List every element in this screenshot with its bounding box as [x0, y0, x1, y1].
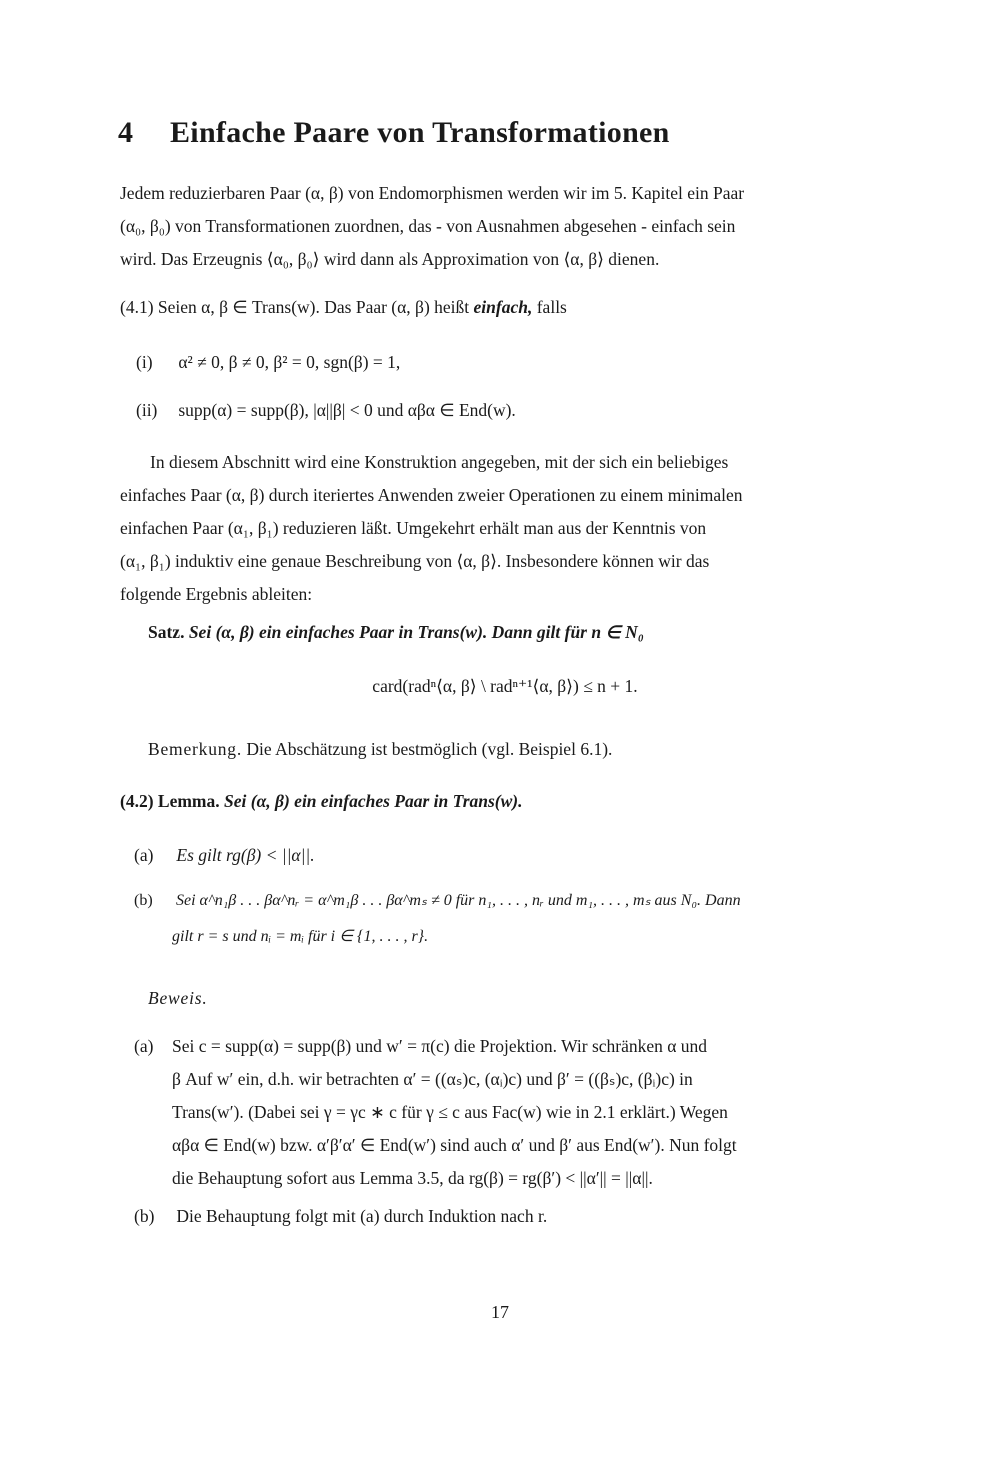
lemma-b-line2: gilt r = s und nᵢ = mᵢ für i ∈ {1, . . . , r}. [172, 928, 429, 945]
formula: card(radⁿ⟨α, β⟩ \ radⁿ⁺¹⟨α, β⟩) ≤ n + 1. [372, 676, 638, 696]
section-number: 4 [118, 116, 134, 149]
definition-label: (4.1) [120, 297, 154, 317]
beweis-a-line [134, 1030, 890, 1063]
condition-text: supp(α) = supp(β), |α||β| < 0 und αβα ∈ End(w). [178, 400, 516, 420]
lemma-b-line1: Sei α^n₁β . . . βα^nᵣ = α^m₁β . . . βα^mₛ ≠ 0 für n₁, . . . , nᵣ und m₁, . . . , mₛ aus N₀. Dann [176, 892, 741, 909]
beweis-a-text: Sei c = supp(α) = supp(β) und w′ = π(c) die Projektion. Wir schränken α und [172, 1036, 708, 1056]
definition-text-after: falls [536, 297, 567, 317]
construction-line: (α₁, β₁) induktiv eine genaue Beschreibung von ⟨α, β⟩. Insbesondere können wir das [120, 551, 710, 571]
beweis-a-line: Trans(w′). (Dabei sei γ = γc ∗ c für γ ≤ c aus Fac(w) wie in 2.1 erklärt.) Wegen [172, 1102, 728, 1122]
intro-line: Jedem reduzierbaren Paar (α, β) von Endomorphismen werden wir im 5. Kapitel ein Paar [120, 183, 745, 203]
beweis-b-label: (b) [134, 1206, 155, 1226]
condition-label: (i) [136, 352, 153, 372]
bemerkung-label: Bemerkung. [148, 739, 243, 759]
satz-text: Sei (α, β) ein einfaches Paar in Trans(w). Dann gilt für n ∈ N₀ [188, 622, 644, 642]
beweis-a-line: die Behauptung sofort aus Lemma 3.5, da rg(β) = rg(β′) < ||α′|| = ||α||. [172, 1168, 653, 1188]
definition-term: einfach, [473, 297, 533, 317]
construction-paragraph [120, 446, 890, 611]
satz-formula [120, 676, 890, 697]
lemma-b-label: (b) [134, 892, 153, 909]
bemerkung [148, 739, 918, 760]
intro-line: (α₀, β₀) von Transformationen zuordnen, das - von Ausnahmen abgesehen - einfach sein [120, 216, 736, 236]
section-title: Einfache Paare von Transformationen [170, 116, 670, 149]
intro-line: wird. Das Erzeugnis ⟨α₀, β₀⟩ wird dann als Approximation von ⟨α, β⟩ dienen. [120, 249, 660, 269]
lemma-a-text: Es gilt rg(β) < ||α||. [176, 845, 315, 865]
condition-label: (ii) [136, 400, 158, 420]
bemerkung-text: Die Abschätzung ist bestmöglich (vgl. Beispiel 6.1). [246, 739, 613, 759]
lemma-part-a [134, 845, 904, 866]
beweis-label-row [148, 988, 918, 1009]
lemma-part-b-cont [172, 926, 942, 946]
construction-line: einfaches Paar (α, β) durch iteriertes Anwenden zweier Operationen zu einem minimalen [120, 485, 743, 505]
beweis-a-label: (a) [134, 1036, 154, 1056]
lemma-text: Sei (α, β) ein einfaches Paar in Trans(w). [224, 791, 523, 811]
condition-i [136, 352, 906, 373]
construction-line: einfachen Paar (α₁, β₁) reduzieren läßt. Umgekehrt erhält man aus der Kenntnis von [120, 518, 707, 538]
beweis-part-b [134, 1206, 904, 1227]
satz-label: Satz. [148, 622, 185, 642]
construction-line: In diesem Abschnitt wird eine Konstruktion angegeben, mit der sich ein beliebiges [150, 452, 729, 472]
lemma-part-b [134, 890, 904, 910]
beweis-part-a [134, 1030, 890, 1195]
section-heading [118, 116, 670, 150]
condition-ii [136, 400, 906, 421]
lemma-a-label: (a) [134, 845, 154, 865]
beweis-b-text: Die Behauptung folgt mit (a) durch Induktion nach r. [176, 1206, 548, 1226]
page-number: 17 [491, 1302, 509, 1322]
beweis-a-line: β Auf w′ ein, d.h. wir betrachten α′ = ((αₛ)c, (αᵢ)c) und β′ = ((βₛ)c, (βᵢ)c) in [172, 1069, 693, 1089]
satz [148, 622, 918, 643]
lemma-label: (4.2) Lemma. [120, 791, 220, 811]
beweis-a-line: αβα ∈ End(w) bzw. α′β′α′ ∈ End(w′) sind auch α′ und β′ aus End(w′). Nun folgt [172, 1135, 737, 1155]
definition-text: Seien α, β ∈ Trans(w). Das Paar (α, β) heißt [157, 297, 470, 317]
construction-line: folgende Ergebnis ableiten: [120, 584, 313, 604]
definition-4-1 [120, 297, 890, 318]
intro-paragraph [120, 177, 890, 276]
lemma-4-2 [120, 791, 890, 812]
condition-text: α² ≠ 0, β ≠ 0, β² = 0, sgn(β) = 1, [178, 352, 401, 372]
beweis-label: Beweis. [148, 988, 208, 1008]
